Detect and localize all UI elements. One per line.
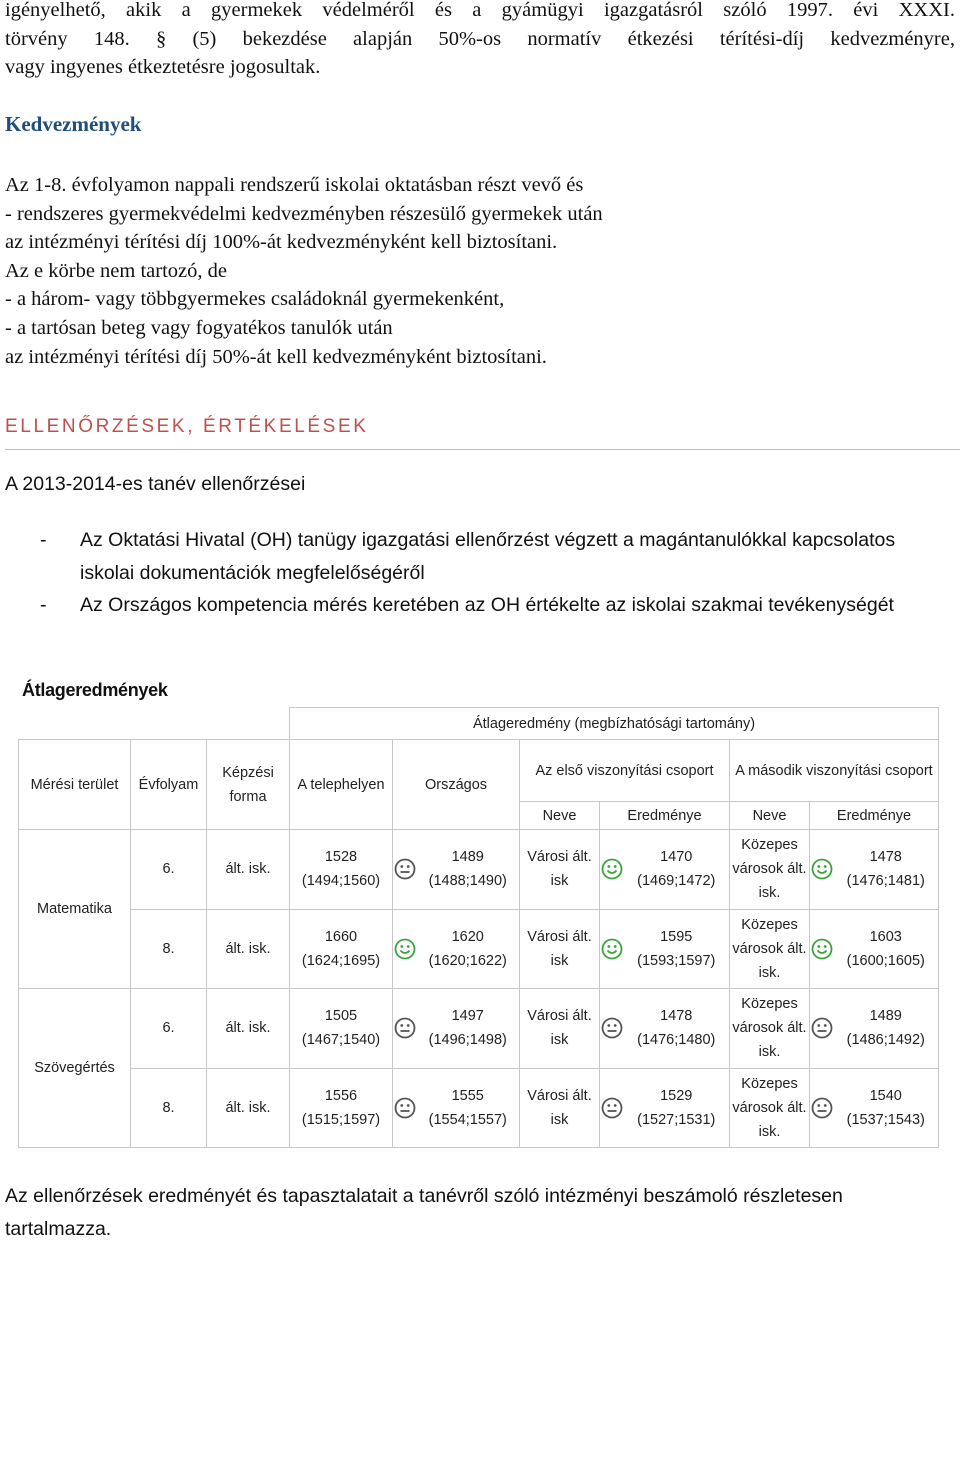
group1-name-cell: Városi ált. isk <box>520 1068 600 1148</box>
neutral-face-icon <box>393 989 417 1069</box>
form-cell: ált. isk. <box>207 989 290 1069</box>
benefit-line: Az e körbe nem tartozó, de <box>5 259 227 282</box>
closing-paragraph: Az ellenőrzések eredményét és tapasztalatait a tanévről szóló intézményi beszámoló részletesen tartalmazza. <box>5 1185 843 1240</box>
group1-range: (1469;1472) <box>637 873 716 890</box>
site-result-cell <box>290 989 393 1069</box>
group2-name-cell: Közepes városok ált. isk. <box>730 909 810 989</box>
happy-face-icon <box>810 909 834 989</box>
form-cell: ált. isk. <box>207 1068 290 1148</box>
national-range: (1496;1498) <box>428 1032 507 1049</box>
benefit-line: az intézményi térítési díj 50%-át kell kedvezményként biztosítani. <box>5 345 547 368</box>
header-evfolyam: Évfolyam <box>131 740 207 830</box>
national-range: (1554;1557) <box>428 1111 507 1128</box>
site-value: 1505 <box>324 1008 358 1025</box>
bullet-dash: - <box>40 529 47 551</box>
group2-value: 1603 <box>869 928 902 945</box>
grade-cell: 8. <box>131 909 207 989</box>
national-result-cell <box>417 989 520 1069</box>
group1-result-cell <box>624 989 730 1069</box>
intro-line: igényelhető, akik a gyermekek védelméről és a gyámügyi igazgatásról szóló 1997. évi XXXI. <box>5 0 955 21</box>
site-value: 1660 <box>324 928 358 945</box>
intro-line: vagy ingyenes étkeztetésre jogosultak. <box>5 56 321 79</box>
benefits-paragraph <box>5 171 955 371</box>
group1-value: 1470 <box>660 849 693 866</box>
group-header: Átlageredmény (megbízhatósági tartomány) <box>290 708 939 740</box>
site-range: (1624;1695) <box>301 952 381 969</box>
area-cell: Szövegértés <box>19 989 131 1148</box>
header-g2-name: Neve <box>730 802 810 830</box>
site-result-cell <box>290 830 393 910</box>
benefit-line: - a három- vagy többgyermekes családoknál gyermekenként, <box>5 288 505 311</box>
group1-name-cell: Városi ált. isk <box>520 989 600 1069</box>
benefit-line: - a tartósan beteg vagy fogyatékos tanulók után <box>5 316 393 339</box>
site-result-cell <box>290 909 393 989</box>
form-cell: ált. isk. <box>207 830 290 910</box>
group2-range: (1476;1481) <box>846 873 925 890</box>
group1-range: (1527;1531) <box>637 1111 716 1128</box>
section-divider <box>5 449 960 450</box>
header-first-group: Az első viszonyítási csoport <box>520 740 730 802</box>
bullet-text: Az Országos kompetencia mérés keretében az OH értékelte az iskolai szakmai tevékenységét <box>80 594 894 616</box>
group2-range: (1486;1492) <box>846 1032 925 1049</box>
national-result-cell <box>417 830 520 910</box>
group2-value: 1540 <box>869 1087 902 1104</box>
site-value: 1556 <box>324 1087 358 1104</box>
grade-cell: 6. <box>131 830 207 910</box>
group1-value: 1529 <box>660 1087 693 1104</box>
site-result-cell <box>290 1068 393 1148</box>
header-second-group: A második viszonyítási csoport <box>730 740 939 802</box>
site-range: (1494;1560) <box>301 873 381 890</box>
header-meresi-terulet: Mérési terület <box>19 740 131 830</box>
group2-range: (1537;1543) <box>846 1111 925 1128</box>
bullet-text: Az Oktatási Hivatal (OH) tanügy igazgatási ellenőrzést végzett a magántanulókkal kapcsolatos iskolai dokumentációk megfelelőségéről <box>80 529 896 584</box>
header-kepzesi-forma: Képzési forma <box>207 740 290 830</box>
results-table <box>18 707 939 1148</box>
national-value: 1497 <box>451 1008 484 1025</box>
site-range: (1515;1597) <box>301 1111 381 1128</box>
group2-result-cell <box>834 909 939 989</box>
benefit-line: Az 1-8. évfolyamon nappali rendszerű iskolai oktatásban részt vevő és <box>5 174 584 196</box>
kedvezmenyek-heading: Kedvezmények <box>5 112 142 136</box>
group1-range: (1476;1480) <box>637 1032 716 1049</box>
group1-result-cell <box>624 1068 730 1148</box>
table-row <box>19 909 939 989</box>
group1-name-cell: Városi ált. isk <box>520 830 600 910</box>
happy-face-icon <box>600 830 624 910</box>
table-title: Átlageredmények <box>22 680 168 700</box>
group2-name-cell: Közepes városok ált. isk. <box>730 830 810 910</box>
neutral-face-icon <box>393 830 417 910</box>
header-g1-name: Neve <box>520 802 600 830</box>
national-range: (1620;1622) <box>428 952 507 969</box>
group2-range: (1600;1605) <box>846 952 925 969</box>
grade-cell: 8. <box>131 1068 207 1148</box>
table-body <box>19 830 939 1148</box>
group2-result-cell <box>834 1068 939 1148</box>
happy-face-icon <box>393 909 417 989</box>
benefit-line: az intézményi térítési díj 100%-át kedvezményként kell biztosítani. <box>5 231 558 254</box>
neutral-face-icon <box>600 1068 624 1148</box>
group2-result-cell <box>834 989 939 1069</box>
intro-paragraph <box>5 0 955 82</box>
group2-name-cell: Közepes városok ált. isk. <box>730 989 810 1069</box>
group1-value: 1478 <box>660 1008 693 1025</box>
table-row <box>19 989 939 1069</box>
national-value: 1489 <box>451 849 484 866</box>
happy-face-icon <box>600 909 624 989</box>
national-result-cell <box>417 909 520 989</box>
national-value: 1620 <box>451 928 484 945</box>
header-telephely: A telephelyen <box>290 740 393 830</box>
national-range: (1488;1490) <box>428 873 507 890</box>
group1-name-cell: Városi ált. isk <box>520 909 600 989</box>
group2-name-cell: Közepes városok ált. isk. <box>730 1068 810 1148</box>
neutral-face-icon <box>600 989 624 1069</box>
header-g2-result: Eredménye <box>810 802 939 830</box>
school-year-subheading: A 2013-2014-es tanév ellenőrzései <box>5 473 306 495</box>
national-value: 1555 <box>451 1087 484 1104</box>
group1-range: (1593;1597) <box>637 952 716 969</box>
group1-value: 1595 <box>660 928 693 945</box>
section-heading: ELLENŐRZÉSEK, ÉRTÉKELÉSEK <box>5 416 369 437</box>
neutral-face-icon <box>393 1068 417 1148</box>
group2-result-cell <box>834 830 939 910</box>
neutral-face-icon <box>810 989 834 1069</box>
table-row <box>19 830 939 910</box>
bullet-dash: - <box>40 594 47 616</box>
happy-face-icon <box>810 830 834 910</box>
site-range: (1467;1540) <box>301 1032 381 1049</box>
header-g1-result: Eredménye <box>600 802 730 830</box>
national-result-cell <box>417 1068 520 1148</box>
neutral-face-icon <box>810 1068 834 1148</box>
site-value: 1528 <box>324 849 358 866</box>
table-row <box>19 1068 939 1148</box>
group2-value: 1478 <box>869 849 902 866</box>
form-cell: ált. isk. <box>207 909 290 989</box>
benefit-line: - rendszeres gyermekvédelmi kedvezményben részesülő gyermekek után <box>5 202 603 225</box>
area-cell: Matematika <box>19 830 131 989</box>
intro-line: törvény 148. § (5) bekezdése alapján 50%-os normatív étkezési térítési-díj kedvezményre, <box>5 27 955 50</box>
header-orszagos: Országos <box>393 740 520 830</box>
group1-result-cell <box>624 909 730 989</box>
group2-value: 1489 <box>869 1008 902 1025</box>
group1-result-cell <box>624 830 730 910</box>
grade-cell: 6. <box>131 989 207 1069</box>
